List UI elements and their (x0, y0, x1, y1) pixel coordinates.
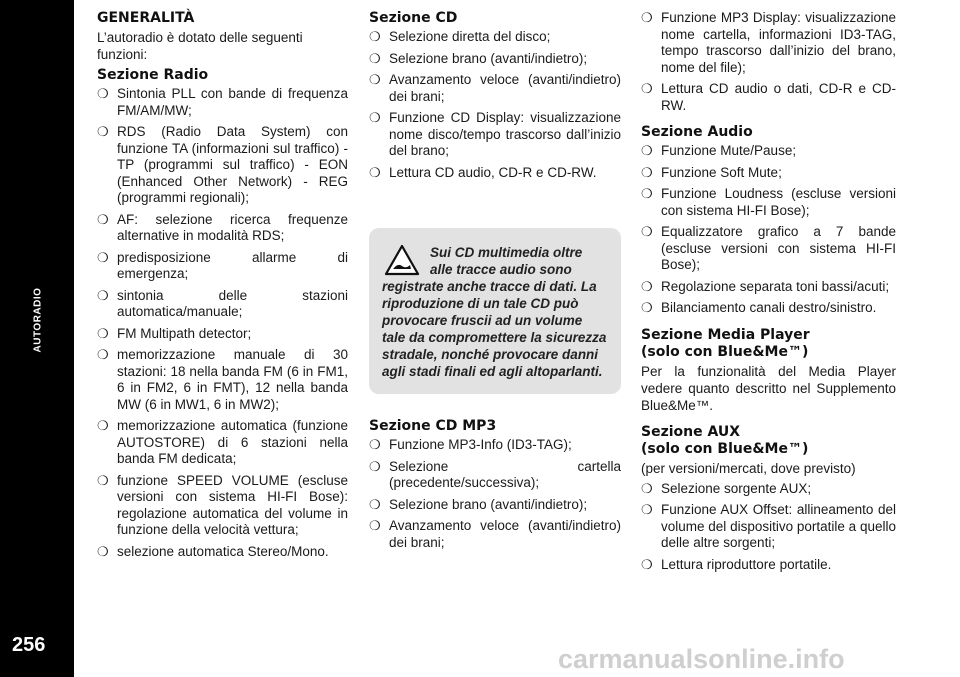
general-title: GENERALITÀ (97, 10, 195, 26)
bullet-icon: ❍ (641, 300, 653, 315)
list-item (369, 29, 621, 46)
list-item (641, 300, 896, 317)
bullet-icon: ❍ (97, 325, 109, 341)
list-item-text: memorizzazione automatica (funzione AUTOSTORE) di 6 stazioni nella banda FM dedicata; (117, 418, 348, 466)
mp3-heading: Sezione CD MP3 (369, 418, 497, 434)
radio-heading: Sezione Radio (97, 67, 209, 83)
list-item-text: Funzione MP3-Info (ID3-TAG); (389, 437, 572, 452)
list-item (641, 165, 896, 182)
bullet-icon: ❍ (641, 480, 653, 496)
list-item-text: Equalizzatore grafico a 7 bande (escluse versioni con sistema HI-FI Bose); (661, 224, 896, 272)
cd-list (369, 29, 621, 181)
list-item (641, 481, 896, 498)
list-item-text: Lettura CD audio o dati, CD-R e CD-RW. (661, 81, 896, 113)
section-label: AUTORADIO (32, 287, 44, 353)
bullet-icon: ❍ (97, 249, 109, 265)
list-item (97, 544, 348, 561)
list-item-text: FM Multipath detector; (117, 325, 252, 341)
list-item (641, 224, 896, 274)
list-item-text: RDS (Radio Data System) con funzione TA (informazioni sul traffico) - TP (programmi sul traffico) - EON (Enhanced Other Network) - REG (programmi regionali); (117, 124, 348, 205)
bullet-icon: ❍ (641, 186, 653, 201)
list-item (641, 557, 896, 574)
bullet-icon: ❍ (97, 418, 109, 433)
list-item (369, 497, 621, 514)
bullet-icon: ❍ (641, 164, 653, 180)
list-item (369, 72, 621, 105)
bullet-icon: ❍ (641, 10, 653, 25)
bullet-icon: ❍ (369, 164, 381, 180)
bullet-icon: ❍ (97, 347, 109, 362)
list-item (641, 10, 896, 76)
list-item (97, 212, 348, 245)
mp3-list (369, 437, 621, 551)
radio-list (97, 86, 348, 560)
bullet-icon: ❍ (369, 437, 381, 452)
list-item (97, 326, 348, 343)
list-item (641, 143, 896, 160)
aux-list (641, 481, 896, 574)
column-1 (97, 10, 348, 565)
warning-text: Sui CD multimedia oltre alle tracce audio sono registrate anche tracce di dati. La riproduzione di un tale CD può provocare fruscii ad un volume tale da compromettere la sicurezza stradale, nonché provocare danni agli stadi finali ed agli altoparlanti. (382, 245, 607, 379)
list-item-text: Avanzamento veloce (avanti/indietro) dei brani; (389, 518, 621, 550)
bullet-icon: ❍ (369, 518, 381, 533)
bullet-icon: ❍ (369, 496, 381, 512)
bullet-icon: ❍ (97, 86, 109, 101)
column-3 (641, 10, 896, 578)
bullet-icon: ❍ (641, 224, 653, 239)
list-item (369, 110, 621, 160)
list-item (97, 473, 348, 539)
list-item-text: Funzione Soft Mute; (661, 164, 782, 180)
list-item (369, 518, 621, 551)
audio-list (641, 143, 896, 317)
list-item-text: funzione SPEED VOLUME (escluse versioni con sistema HI-FI Bose): regolazione automatica del volume in funzione della velocità vettura; (117, 472, 348, 537)
watermark: carmanualsonline.info (558, 644, 845, 674)
mp3-list-continued (641, 10, 896, 114)
media-player-text: Per la funzionalità del Media Player vedere quanto descritto nel Supplemento Blue&Me™. (641, 363, 896, 413)
bullet-icon: ❍ (641, 556, 653, 572)
bullet-icon: ❍ (641, 81, 653, 96)
bullet-icon: ❍ (97, 211, 109, 227)
aux-note: (per versioni/mercati, dove previsto) (641, 460, 856, 476)
list-item-text: Selezione cartella (precedente/successiva); (389, 458, 621, 490)
bullet-icon: ❍ (97, 472, 109, 488)
column-2 (369, 10, 621, 186)
bullet-icon: ❍ (97, 124, 109, 139)
bullet-icon: ❍ (369, 458, 381, 474)
audio-heading: Sezione Audio (641, 124, 753, 140)
bullet-icon: ❍ (641, 502, 653, 517)
list-item (97, 86, 348, 119)
list-item-text: Lettura CD audio, CD-R e CD-RW. (389, 164, 597, 180)
list-item (97, 418, 348, 468)
list-item-text: sintonia delle stazioni automatica/manuale; (117, 287, 348, 319)
media-player-heading: Sezione Media Player (solo con Blue&Me™) (641, 326, 810, 360)
list-item-text: AF: selezione ricerca frequenze alternative in modalità RDS; (117, 211, 348, 243)
list-item-text: predisposizione allarme di emergenza; (117, 249, 348, 281)
bullet-icon: ❍ (369, 110, 381, 125)
bullet-icon: ❍ (369, 50, 381, 66)
bullet-icon: ❍ (97, 543, 109, 559)
list-item (641, 279, 896, 296)
list-item (641, 502, 896, 552)
intro-text: L’autoradio è dotato delle seguenti funzioni: (97, 30, 303, 62)
list-item-text: selezione automatica Stereo/Mono. (117, 543, 329, 559)
list-item-text: Selezione brano (avanti/indietro); (389, 496, 588, 512)
list-item-text: Selezione brano (avanti/indietro); (389, 50, 588, 66)
warning-box (369, 228, 621, 394)
list-item-text: Avanzamento veloce (avanti/indietro) dei brani; (389, 72, 621, 104)
list-item-text: Funzione Mute/Pause; (661, 143, 797, 158)
list-item (97, 124, 348, 207)
list-item-text: Regolazione separata toni bassi/acuti; (661, 278, 890, 294)
list-item-text: Lettura riproduttore portatile. (661, 556, 832, 572)
bullet-icon: ❍ (641, 278, 653, 294)
list-item-text: Funzione Loudness (escluse versioni con sistema HI-FI Bose); (661, 186, 896, 218)
cd-heading: Sezione CD (369, 10, 458, 26)
list-item-text: memorizzazione manuale di 30 stazioni: 18 nella banda FM (6 in FM1, 6 in FM2, 6 in FMT), 12 nella banda MW (6 in MW1, 6 in MW2); (117, 347, 348, 412)
list-item (369, 437, 621, 454)
mp3-section (369, 418, 621, 556)
list-item (97, 250, 348, 283)
list-item-text: Selezione sorgente AUX; (661, 480, 812, 496)
list-item-text: Funzione AUX Offset: allineamento del volume del dispositivo portatile a quello delle altre sorgenti; (661, 502, 896, 550)
list-item (641, 81, 896, 114)
list-item (369, 51, 621, 68)
bullet-icon: ❍ (369, 72, 381, 87)
bullet-icon: ❍ (97, 287, 109, 303)
list-item (369, 165, 621, 182)
bullet-icon: ❍ (369, 29, 381, 44)
list-item-text: Bilanciamento canali destro/sinistro. (661, 300, 877, 315)
list-item (369, 459, 621, 492)
sidebar (0, 0, 74, 677)
bullet-icon: ❍ (641, 143, 653, 158)
list-item (97, 347, 348, 413)
page-number: 256 (12, 634, 46, 656)
list-item-text: Sintonia PLL con bande di frequenza FM/AM/MW; (117, 86, 348, 118)
list-item-text: Selezione diretta del disco; (389, 29, 551, 44)
aux-heading: Sezione AUX (solo con Blue&Me™) (641, 423, 809, 457)
list-item (641, 186, 896, 219)
list-item (97, 288, 348, 321)
list-item-text: Funzione CD Display: visualizzazione nome disco/tempo trascorso dall’inizio del brano; (389, 110, 621, 158)
list-item-text: Funzione MP3 Display: visualizzazione nome cartella, informazioni ID3-TAG, tempo trascorso dall’inizio del brano, nome del file); (661, 10, 896, 75)
